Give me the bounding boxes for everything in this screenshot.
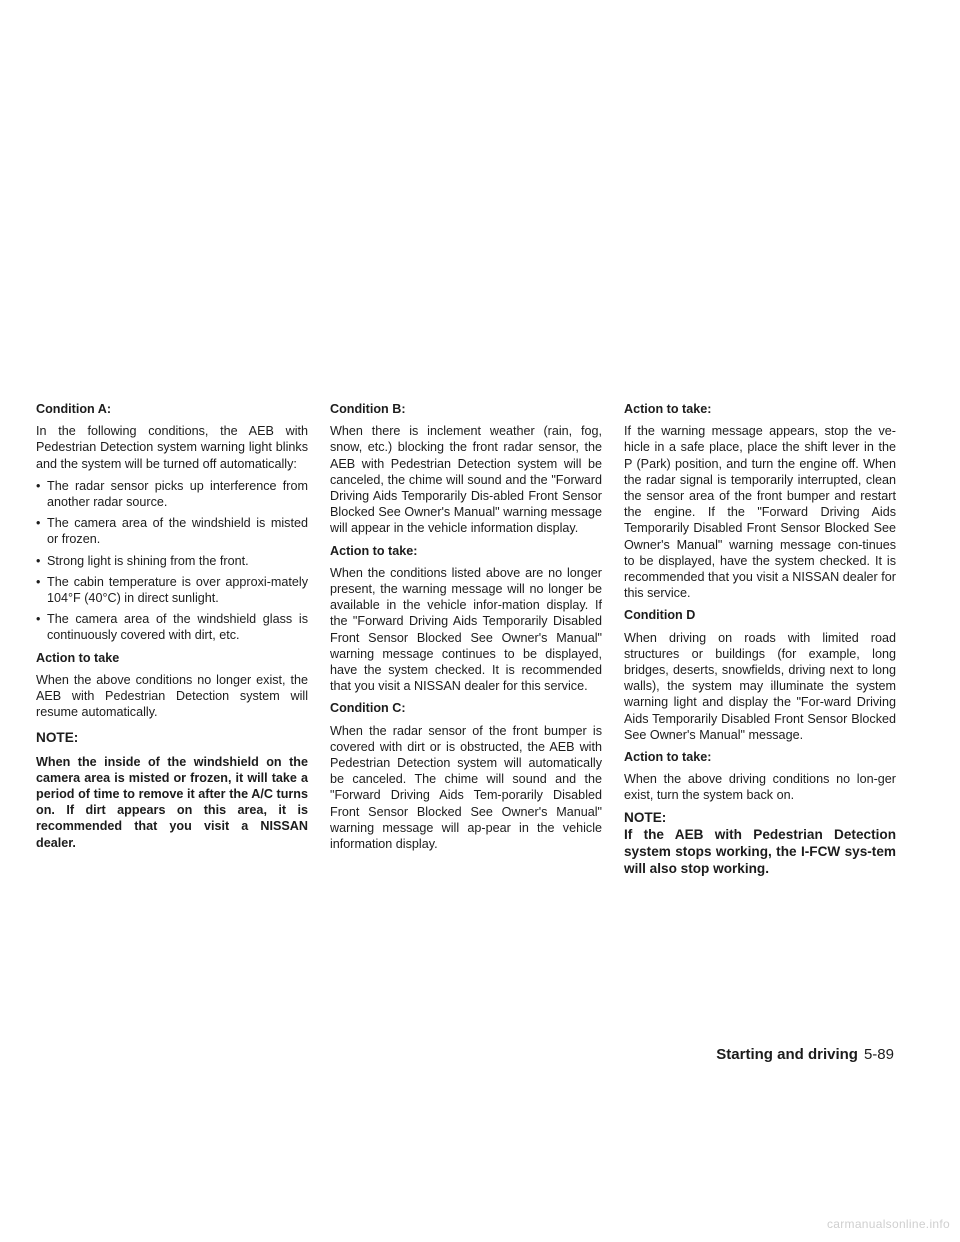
list-item: • The camera area of the windshield glass is continuously covered with dirt, etc. <box>36 611 308 643</box>
action-text: When the above conditions no longer exist, the AEB with Pedestrian Detection system will resume automatically. <box>36 672 308 720</box>
condition-c-heading: Condition C: <box>330 701 406 716</box>
list-item: • The cabin temperature is over approxi-mately 104°F (40°C) in direct sunlight. <box>36 574 308 606</box>
condition-a-heading: Condition A: <box>36 402 112 416</box>
column-right <box>624 401 896 877</box>
page-number: 5-89 <box>863 1046 894 1063</box>
action-heading: Action to take: <box>330 543 418 558</box>
action-heading: Action to take <box>36 650 120 665</box>
note-text: If the AEB with Pedestrian Detection system stops working, the I-FCW sys-tem will also stop working. <box>624 826 896 876</box>
action-text: When the conditions listed above are no longer present, the warning message will no longer be available in the vehicle infor-mation display. If the "Forward Driving Aids Temporarily Disabled Front Sensor Blocked See Owner's Manual" warning message continues to be displayed, have the system checked. It is recommended that you visit a NISSAN dealer for this service. <box>330 565 602 694</box>
column-left <box>36 401 308 851</box>
condition-b-text: When there is inclement weather (rain, fog, snow, etc.) blocking the front radar sensor, the AEB with Pedestrian Detection system will be canceled, the chime will sound and the "Forward Driving Aids Temporarily Dis-abled Front Sensor Blocked See Owner's Manual" warning message will appear in the vehicle information display. <box>330 424 602 536</box>
action-heading: Action to take: <box>624 402 712 416</box>
watermark: carmanualsonline.info <box>826 1217 950 1231</box>
column-middle <box>330 401 602 858</box>
condition-d-heading: Condition D <box>624 608 696 623</box>
condition-c-text: When the radar sensor of the front bumper is covered with dirt or is obstructed, the AEB with Pedestrian Detection system will automatically be canceled. The chime will sound and the "Forward Driving Aids Tem-porarily Disabled Front Sensor Blocked See Owner's Manual" warning message will ap-pear in the vehicle information display. <box>330 723 602 852</box>
note-heading: NOTE: <box>624 809 667 825</box>
section-title: Starting and driving <box>716 1046 858 1063</box>
action-heading: Action to take: <box>624 750 712 765</box>
action-text: If the warning message appears, stop the ve-hicle in a safe place, place the shift lever in the P (Park) position, and turn the engine off. When the radar signal is temporarily interrupted, clean the sensor area of the front bumper and restart the engine. If the "Forward Driving Aids Temporarily Disabled Front Sensor Blocked See Owner's Manual" warning message con-tinues to be displayed, have the system checked. It is recommended that you visit a NISSAN dealer for this service. <box>624 424 896 601</box>
note-text: When the inside of the windshield on the camera area is misted or frozen, it will take a period of time to remove it after the A/C turns on. If dirt appears on this area, it is recommended that you visit a NISSAN dealer. <box>36 754 308 850</box>
list-item: • The camera area of the windshield is misted or frozen. <box>36 515 308 547</box>
list-item: • Strong light is shining from the front. <box>36 553 308 569</box>
action-text: When the above driving conditions no lon-ger exist, turn the system back on. <box>624 772 896 803</box>
condition-a-intro: In the following conditions, the AEB with Pedestrian Detection system warning light blinks and the system will be turned off automatically: <box>36 424 308 471</box>
condition-d-text: When driving on roads with limited road structures or buildings (for example, long bridges, deserts, snowfields, driving next to long walls), the system may illuminate the system warning light and display the "For-ward Driving Aids Temporarily Disabled Front Sensor Blocked See Owner's Manual" message. <box>624 630 896 742</box>
condition-b-heading: Condition B: <box>330 402 406 416</box>
page-footer <box>716 1046 894 1063</box>
condition-a-list <box>36 478 308 644</box>
note-heading: NOTE: <box>36 730 79 746</box>
list-item: • The radar sensor picks up interference from another radar source. <box>36 478 308 510</box>
